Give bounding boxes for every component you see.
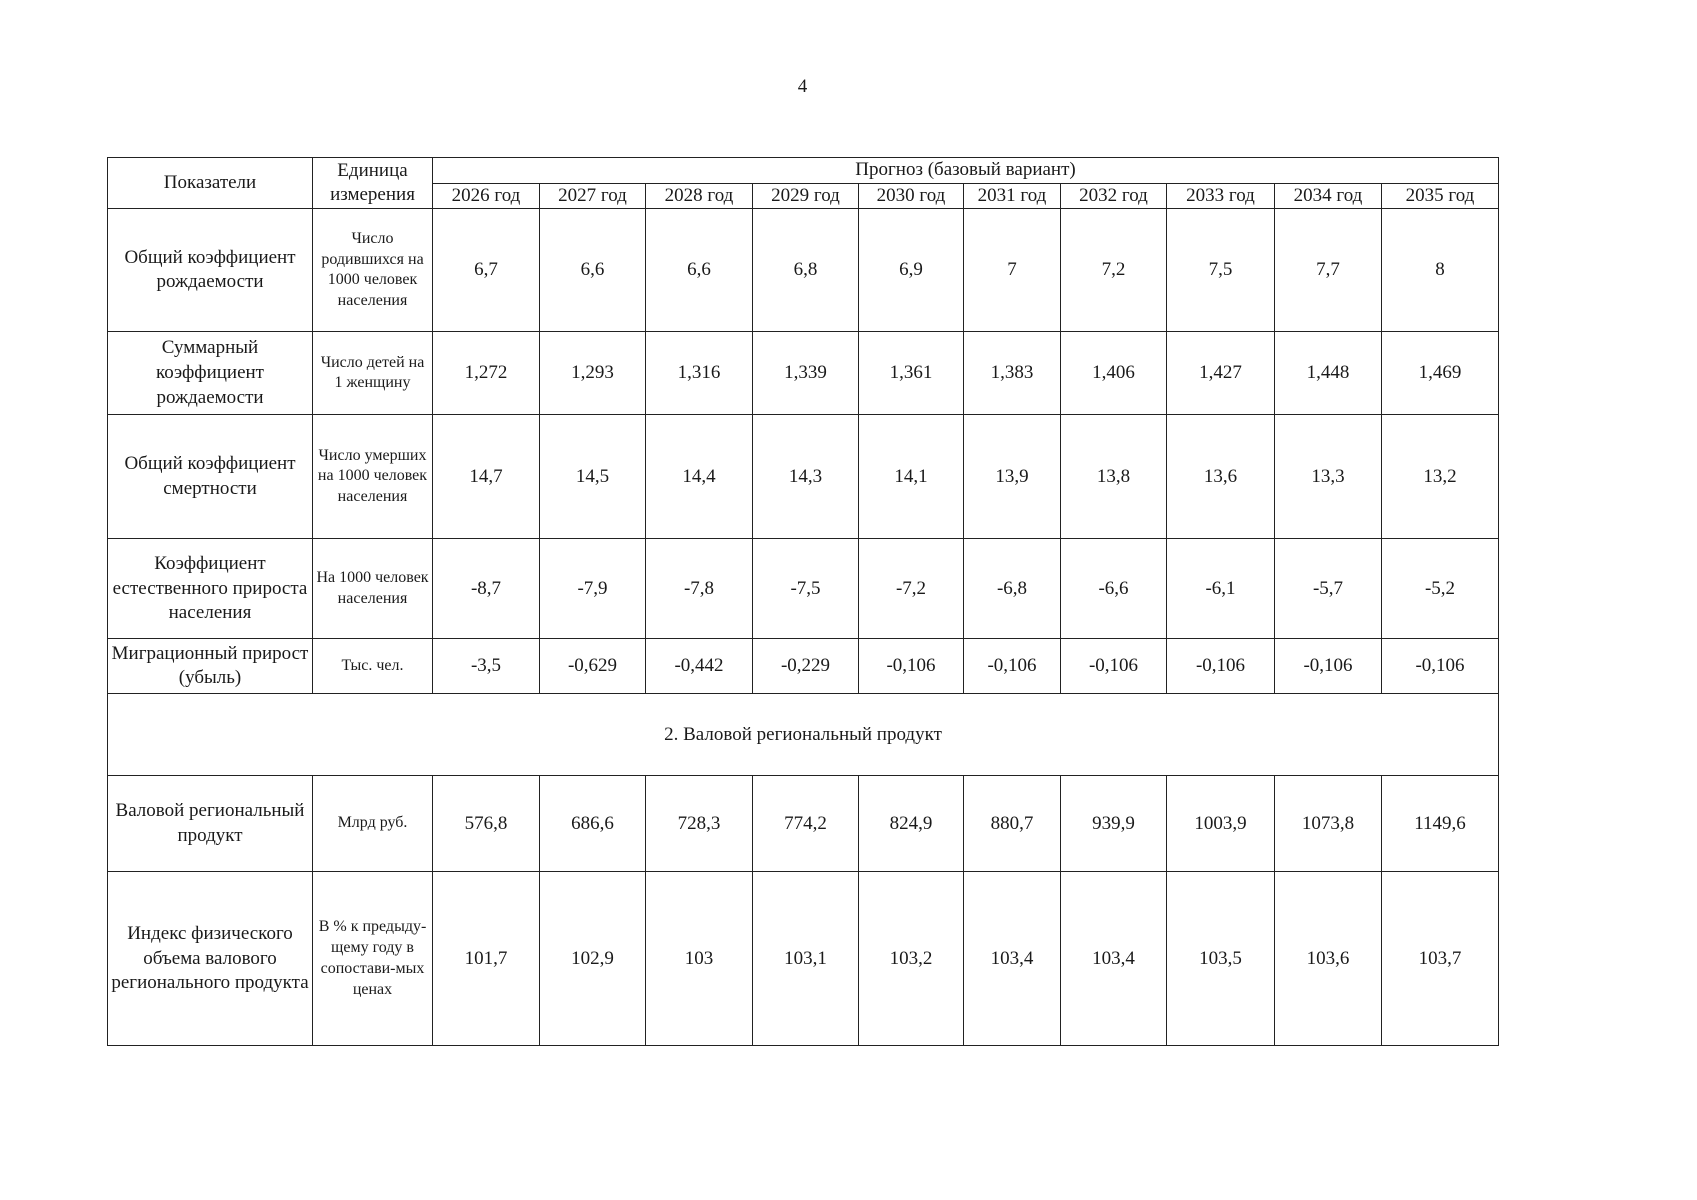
header-year: 2027 год <box>540 183 646 209</box>
indicator-unit: На 1000 человек населения <box>313 539 433 639</box>
value-cell: -6,8 <box>964 539 1061 639</box>
value-cell: -0,106 <box>1167 639 1275 694</box>
value-cell: 101,7 <box>433 872 540 1046</box>
value-cell: 8 <box>1382 209 1499 332</box>
value-cell: -6,6 <box>1061 539 1167 639</box>
value-cell: 6,6 <box>540 209 646 332</box>
table-row <box>108 639 1499 694</box>
value-cell: 13,9 <box>964 415 1061 539</box>
value-cell: 6,9 <box>859 209 964 332</box>
header-forecast: Прогноз (базовый вариант) <box>433 158 1499 184</box>
value-cell: 880,7 <box>964 776 1061 872</box>
indicator-unit: Тыс. чел. <box>313 639 433 694</box>
value-cell: 103,7 <box>1382 872 1499 1046</box>
value-cell: 103 <box>646 872 753 1046</box>
value-cell: 103,1 <box>753 872 859 1046</box>
value-cell: -5,2 <box>1382 539 1499 639</box>
value-cell: 6,7 <box>433 209 540 332</box>
value-cell: 1,339 <box>753 332 859 415</box>
value-cell: 103,4 <box>1061 872 1167 1046</box>
value-cell: 1149,6 <box>1382 776 1499 872</box>
header-year: 2026 год <box>433 183 540 209</box>
page-number: 4 <box>797 76 808 97</box>
value-cell: -0,106 <box>1382 639 1499 694</box>
value-cell: 728,3 <box>646 776 753 872</box>
header-year: 2032 год <box>1061 183 1167 209</box>
value-cell: 1,316 <box>646 332 753 415</box>
table-row <box>108 332 1499 415</box>
table-header <box>108 158 1499 209</box>
value-cell: 103,2 <box>859 872 964 1046</box>
indicator-unit: В % к предыду-щему году в сопостави-мых ценах <box>313 872 433 1046</box>
value-cell: 686,6 <box>540 776 646 872</box>
value-cell: -0,442 <box>646 639 753 694</box>
value-cell: 14,3 <box>753 415 859 539</box>
value-cell: 1,293 <box>540 332 646 415</box>
value-cell: -0,229 <box>753 639 859 694</box>
value-cell: 13,2 <box>1382 415 1499 539</box>
header-unit: Единица измерения <box>313 158 433 209</box>
value-cell: -3,5 <box>433 639 540 694</box>
value-cell: -0,106 <box>1061 639 1167 694</box>
value-cell: 939,9 <box>1061 776 1167 872</box>
value-cell: 6,6 <box>646 209 753 332</box>
value-cell: 6,8 <box>753 209 859 332</box>
header-year: 2028 год <box>646 183 753 209</box>
value-cell: 1,427 <box>1167 332 1275 415</box>
table-row <box>108 776 1499 872</box>
value-cell: 824,9 <box>859 776 964 872</box>
value-cell: 103,4 <box>964 872 1061 1046</box>
section-row <box>108 694 1499 776</box>
value-cell: 1003,9 <box>1167 776 1275 872</box>
value-cell: -0,106 <box>964 639 1061 694</box>
header-year: 2030 год <box>859 183 964 209</box>
indicator-unit: Число детей на 1 женщину <box>313 332 433 415</box>
header-year: 2035 год <box>1382 183 1499 209</box>
value-cell: 13,3 <box>1275 415 1382 539</box>
value-cell: -8,7 <box>433 539 540 639</box>
header-year: 2029 год <box>753 183 859 209</box>
value-cell: -0,629 <box>540 639 646 694</box>
value-cell: 1,361 <box>859 332 964 415</box>
value-cell: 103,6 <box>1275 872 1382 1046</box>
value-cell: 1,406 <box>1061 332 1167 415</box>
section-title: 2. Валовой региональный продукт <box>108 694 1499 776</box>
value-cell: -5,7 <box>1275 539 1382 639</box>
indicator-name: Общий коэффициент смертности <box>108 415 313 539</box>
table-row <box>108 209 1499 332</box>
value-cell: 14,1 <box>859 415 964 539</box>
value-cell: 103,5 <box>1167 872 1275 1046</box>
header-year: 2033 год <box>1167 183 1275 209</box>
value-cell: 7,5 <box>1167 209 1275 332</box>
value-cell: 14,5 <box>540 415 646 539</box>
indicator-name: Общий коэффициент рождаемости <box>108 209 313 332</box>
value-cell: -0,106 <box>859 639 964 694</box>
indicator-name: Суммарный коэффициент рождаемости <box>108 332 313 415</box>
value-cell: -0,106 <box>1275 639 1382 694</box>
value-cell: 102,9 <box>540 872 646 1046</box>
table-row <box>108 539 1499 639</box>
forecast-table <box>107 157 1499 1046</box>
value-cell: 7 <box>964 209 1061 332</box>
value-cell: -6,1 <box>1167 539 1275 639</box>
indicator-unit: Число родившихся на 1000 человек населения <box>313 209 433 332</box>
value-cell: 14,4 <box>646 415 753 539</box>
value-cell: 1,448 <box>1275 332 1382 415</box>
value-cell: 7,7 <box>1275 209 1382 332</box>
table-row <box>108 415 1499 539</box>
table-row <box>108 872 1499 1046</box>
value-cell: 13,6 <box>1167 415 1275 539</box>
indicator-name: Валовой региональный продукт <box>108 776 313 872</box>
value-cell: -7,5 <box>753 539 859 639</box>
value-cell: 13,8 <box>1061 415 1167 539</box>
header-year: 2034 год <box>1275 183 1382 209</box>
indicator-name: Миграционный прирост (убыль) <box>108 639 313 694</box>
value-cell: -7,8 <box>646 539 753 639</box>
indicator-unit: Число умерших на 1000 человек населения <box>313 415 433 539</box>
value-cell: 1,272 <box>433 332 540 415</box>
value-cell: 7,2 <box>1061 209 1167 332</box>
value-cell: 1,469 <box>1382 332 1499 415</box>
value-cell: -7,9 <box>540 539 646 639</box>
value-cell: -7,2 <box>859 539 964 639</box>
indicator-unit: Млрд руб. <box>313 776 433 872</box>
header-indicator: Показатели <box>108 158 313 209</box>
value-cell: 1,383 <box>964 332 1061 415</box>
header-year: 2031 год <box>964 183 1061 209</box>
value-cell: 14,7 <box>433 415 540 539</box>
value-cell: 1073,8 <box>1275 776 1382 872</box>
value-cell: 774,2 <box>753 776 859 872</box>
indicator-name: Индекс физического объема валового регионального продукта <box>108 872 313 1046</box>
value-cell: 576,8 <box>433 776 540 872</box>
indicator-name: Коэффициент естественного прироста населения <box>108 539 313 639</box>
